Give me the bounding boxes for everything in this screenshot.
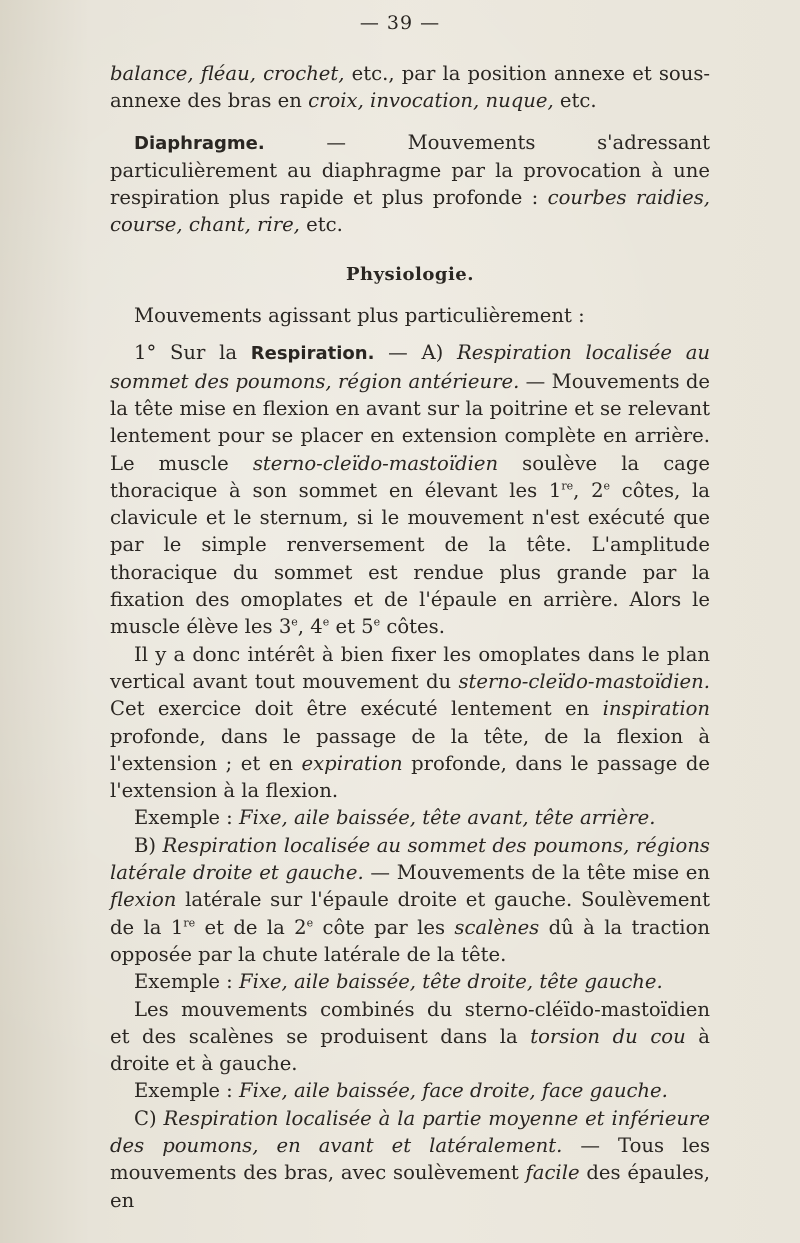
italic-text: torsion du cou	[530, 1024, 686, 1048]
body-text: et de la 2	[195, 915, 307, 939]
italic-text: expiration	[301, 751, 403, 775]
body-text: etc.	[553, 89, 597, 113]
body-text: côte par les	[313, 915, 455, 939]
italic-text: Respiration localisée au sommet des poumons, régions latérale droite et gauche.	[110, 833, 710, 885]
paragraph-combined	[110, 996, 710, 1078]
superscript: e	[603, 479, 611, 493]
body-text: B)	[134, 833, 163, 857]
italic-text: Respiration localisée à la partie moyenne et inférieure des poumons, en avant et latéralement.	[110, 1106, 710, 1157]
italic-text: Fixe, aile baissée, tête droite, tête gauche.	[239, 970, 663, 994]
bold-term: Diaphragme.	[134, 132, 265, 154]
body-text: Il y a donc intérêt à bien fixer les omoplates dans le plan vertical avant tout mouvement du	[110, 642, 710, 693]
superscript: re	[183, 916, 196, 930]
page-body	[110, 60, 710, 1214]
body-text: soulève la cage thoracique à son sommet en élevant les 1	[110, 451, 710, 502]
paragraph-intro: Mouvements agissant plus particulièrement :	[134, 304, 585, 328]
body-text: — A)	[374, 341, 457, 365]
italic-text: Fixe, aile baissée, face droite, face gauche.	[239, 1079, 668, 1103]
body-text: , 2	[573, 478, 604, 502]
body-text: — Tous les mouvements des bras, avec soulèvement	[110, 1133, 710, 1185]
body-text: des épaules, en	[110, 1161, 710, 1212]
section-heading: Physiologie.	[345, 263, 475, 285]
paragraph-diaphragme	[110, 129, 710, 239]
italic-text: balance, fléau, crochet,	[110, 62, 345, 85]
italic-text: Fixe, aile baissée, tête avant, tête arrière.	[239, 806, 656, 830]
superscript: e	[306, 916, 314, 930]
page-number: — 39 —	[359, 12, 441, 34]
italic-text: sterno-cleïdo-mastoïdien	[252, 451, 499, 475]
bold-term: Respiration.	[250, 343, 375, 365]
body-text: etc.	[299, 213, 343, 237]
body-text: Exemple :	[134, 806, 239, 830]
paragraph-example-1	[110, 804, 710, 831]
body-text: — Mouvements de la tête mise en	[363, 861, 711, 885]
superscript: e	[373, 615, 381, 629]
body-text: et 5	[329, 615, 374, 639]
body-text: Exemple :	[134, 1079, 239, 1103]
superscript: e	[291, 615, 298, 629]
italic-text: sterno-cleïdo-mastoïdien.	[458, 669, 710, 693]
italic-text: Respiration localisée au sommet des poumons, région antérieure.	[110, 341, 710, 393]
body-text: profonde, dans le passage de la tête, de la flexion à l'extension ; et en	[110, 724, 710, 775]
body-text: 1° Sur la	[134, 341, 251, 365]
body-text: Exemple :	[134, 970, 239, 994]
paragraph-respiration-b	[110, 832, 710, 968]
body-text: à droite et à gauche.	[110, 1024, 710, 1076]
paragraph-continuation	[110, 60, 710, 115]
italic-text: facile	[525, 1161, 580, 1185]
body-text: — Mouvements de la tête mise en flexion en avant sur la poitrine et se relevant lentement pour se placer en extension complète en arrière. Le muscle	[110, 369, 710, 475]
paragraph-example-3	[110, 1077, 710, 1104]
body-text: Les mouvements combinés du sterno-cléïdo-mastoïdien et des scalènes se produisent dans la	[110, 997, 710, 1048]
body-text: C)	[134, 1106, 164, 1130]
superscript: re	[561, 479, 574, 493]
superscript: e	[322, 615, 330, 629]
paragraph-respiration-a	[110, 339, 710, 640]
body-text: etc., par la position annexe et sous-annexe des bras en	[110, 62, 710, 113]
italic-text: flexion	[110, 888, 177, 912]
italic-text: croix, invocation, nuque,	[308, 89, 554, 113]
body-text: — Mouvements s'adressant particulièrement au diaphragme par la provocation à une respiration plus rapide et plus profonde :	[110, 130, 710, 210]
body-text: côtes.	[380, 615, 445, 639]
paragraph-fixation	[110, 641, 710, 805]
paragraph-example-2	[110, 968, 710, 995]
body-text: dû à la traction opposée par la chute latérale de la tête.	[110, 915, 710, 966]
paragraph-respiration-c	[110, 1105, 710, 1214]
italic-text: scalènes	[454, 915, 540, 939]
body-text: Cet exercice doit être exécuté lentement en	[110, 697, 603, 721]
body-text: côtes, la clavicule et le sternum, si le mouvement n'est exécuté que par le simple renversement de la tête. L'amplitude thoracique du sommet est rendue plus grande par la fixation des omoplates et de l'épaule en arrière. Alors le muscle élève les 3	[110, 478, 710, 639]
body-text: latérale sur l'épaule droite et gauche. Soulèvement de la 1	[110, 888, 710, 939]
body-text: , 4	[297, 615, 323, 639]
italic-text: courbes raidies, course, chant, rire,	[110, 186, 710, 237]
italic-text: inspiration	[602, 697, 710, 721]
body-text: profonde, dans le passage de l'extension à la flexion.	[110, 751, 710, 803]
